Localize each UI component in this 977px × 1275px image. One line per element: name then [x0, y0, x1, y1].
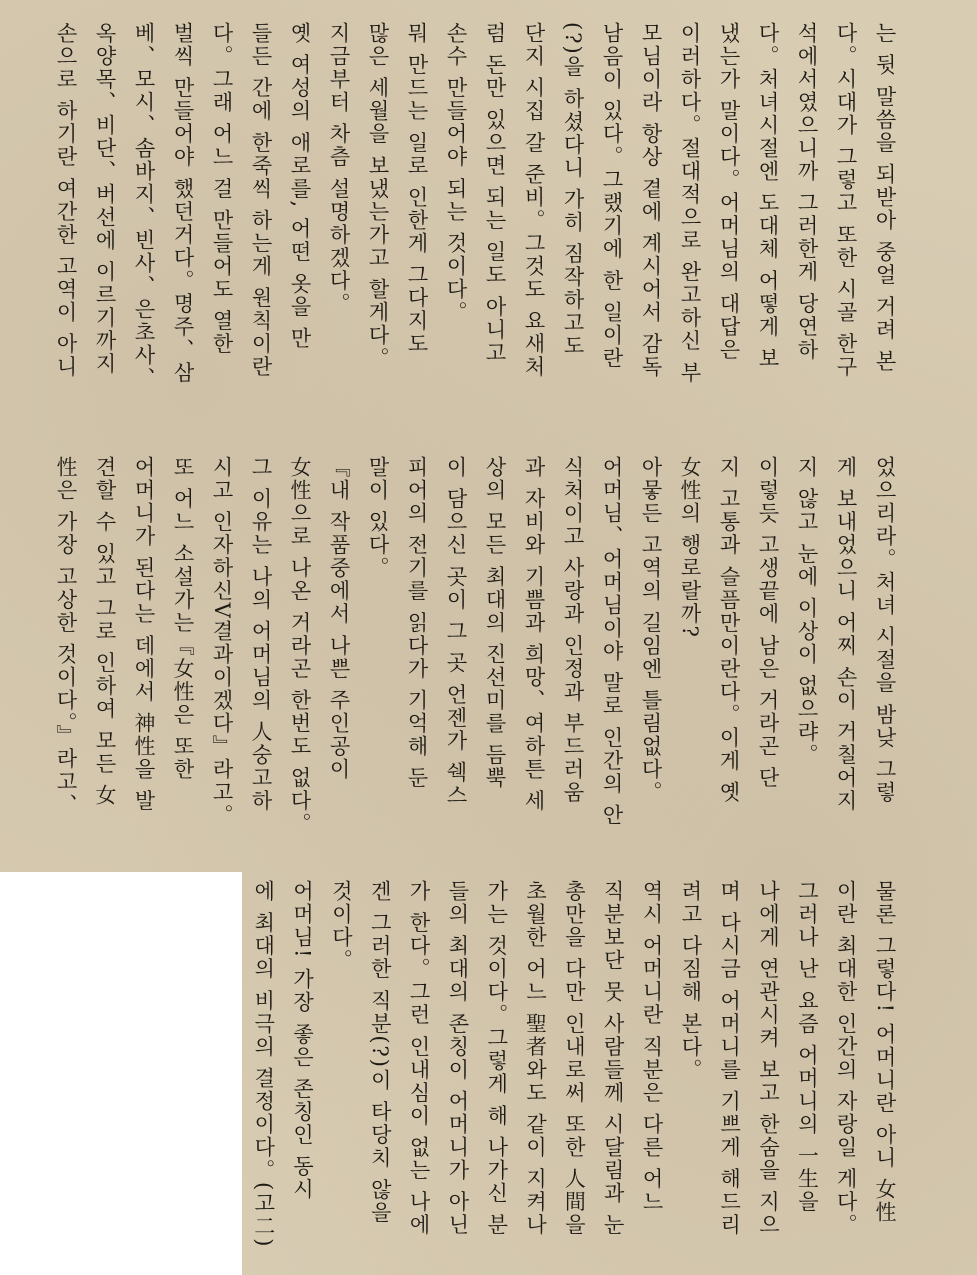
text-column: 럼 돈만 있으면 되는 일도 아니고	[483, 22, 507, 365]
text-column: 아뭏든 고역의 길임엔 틀림없다。	[639, 456, 663, 805]
text-column: 다。그래 어느 걸 만들어도 열한	[210, 22, 234, 356]
text-column: (?)을 하셨다니 가히 짐작하고도	[561, 22, 585, 358]
text-column: 이란 최대한 인간의 자랑일 게다。	[834, 880, 859, 1237]
text-column: 손수 만들어야 되는 것이다。	[444, 22, 468, 325]
text-column: 많은 세월을 보냈는가고 할게다。	[366, 22, 390, 371]
text-column: 옛 여성의 애로를, 어떤 옷을 만	[288, 22, 312, 351]
text-column: 것이다。	[329, 880, 354, 972]
text-column: 가 한다。그런 인내심이 없는 나에	[407, 880, 432, 1237]
text-column: 이러하다。절대적으로 완고하신 부	[678, 22, 702, 385]
text-column: 옥양목、비단、버선에 이르기까지	[93, 22, 117, 376]
text-block-bottom	[243, 880, 903, 1260]
text-column: 性은 가장 고상한 것이다。』라고、	[54, 456, 78, 817]
text-column: 모님이라 항상 곁에 계시어서 감독	[639, 22, 663, 379]
text-column: 물론 그렇다! 어머니란 아니 女性	[873, 880, 897, 1225]
text-column: 며 다시금 어머니를 기쁘게 해드리	[717, 880, 742, 1237]
text-column: 가는 것이다。그렇게 해 나가신 분	[484, 880, 509, 1237]
text-column: 었으리라。처녀 시절을 밤낮 그렇	[873, 456, 897, 805]
text-column: 뭐 만드는 일로 인한게 그다지도	[405, 22, 429, 356]
text-column: 女性의 행로랄까?	[678, 456, 702, 639]
text-column: 견할 수 있고 그로 인하여 모든 女	[93, 456, 117, 808]
text-column: 피어의 전기를 읽다가 기억해 둔	[405, 456, 429, 790]
text-column: 또 어느 소설가는『女性은 또한	[171, 456, 195, 782]
text-column: 그러나 난 요즘 어머니의 一生을	[795, 880, 820, 1214]
text-column: 직분보단 뭇 사람들께 시달림과 눈	[601, 880, 626, 1237]
text-column: 게 보내었으니 어찌 손이 거칠어지	[834, 456, 858, 813]
text-column: 어머니가 된다는 데에서 神性을 발	[132, 456, 156, 813]
text-block-top	[43, 22, 903, 417]
text-column: 초월한 어느 聖者와도 같이 지켜나	[523, 880, 548, 1237]
text-column: 상의 모든 최대의 진선미를 듬뿍	[483, 456, 507, 790]
text-block-middle	[43, 456, 903, 836]
text-column: 들의 최대의 존칭이 어머니가 아닌	[445, 880, 470, 1237]
text-column: 지 고통과 슬픔만이란다。이게 옛	[717, 456, 741, 805]
text-column: 그 이유는 나의 어머님의 人숭고하	[249, 456, 273, 813]
text-column: 역시 어머니란 직분은 다른 어느	[640, 880, 665, 1214]
text-column: 에 최대의 비극의 결정이다。(고二)	[251, 880, 276, 1249]
text-column: 손으로 하기란 여간한 고역이 아니	[54, 22, 78, 379]
text-column: 베、모시、솜바지、빈사、은초사、	[132, 22, 156, 390]
text-column: 이 담으신 곳이 그 곳 언젠가 쉑스	[444, 456, 468, 808]
text-column: 들든 간에 한죽씩 하는게 원칙이란	[249, 22, 273, 379]
text-column: 벌씩 만들어야 했던거다。명주、삼	[171, 22, 195, 385]
text-column: 말이 있다。	[366, 456, 390, 580]
text-column: 식처이고 사랑과 인정과 부드러움	[561, 456, 585, 805]
text-column: 겐 그러한 직분(?)이 타당치 않을	[368, 880, 393, 1225]
text-column: 남음이 있다。그랬기에 한 일이란	[600, 22, 624, 371]
text-column: 는 뒷 말씀을 되받아 중얼 거려 본	[873, 22, 897, 374]
blank-page-corner	[0, 872, 242, 1275]
text-column: 시고 인자하신V결과이겠다』라고。	[210, 456, 234, 827]
text-column: 지금부터 차츰 설명하겠다。	[327, 22, 351, 316]
text-column: 다。시대가 그렇고 또한 시골 한구	[834, 22, 858, 379]
text-column: 총만을 다만 인내로써 또한 人間을	[562, 880, 587, 1237]
text-column: 『내 작품중에서 나쁜 주인공이	[327, 456, 351, 782]
text-column: 석에서였으니까 그러한게 당연하	[795, 22, 819, 362]
text-column: 다。처녀시절엔 도대체 어떻게 보	[756, 22, 780, 371]
text-column: 어머님、어머님이야 말로 인간의 안	[600, 456, 624, 828]
text-column: 지 않고 눈에 이상이 없으랴。	[795, 456, 819, 767]
text-column: 과 자비와 기쁨과 희망、여하튼 세	[522, 456, 546, 813]
text-column: 려고 다짐해 본다。	[678, 880, 703, 1082]
text-column: 단지 시집 갈 준비。그것도 요새처	[522, 22, 546, 379]
text-column: 냈는가 말이다。어머님의 대답은	[717, 22, 741, 362]
text-column: 女性으로 나온 거라곤 한번도 없다。	[288, 456, 312, 836]
text-column: 어머님! 가장 좋은 존칭인 동시	[290, 880, 315, 1202]
text-column: 나에게 연관시켜 보고 한숨을 지으	[756, 880, 781, 1237]
text-column: 이렇듯 고생끝에 남은 거라곤 단	[756, 456, 780, 790]
